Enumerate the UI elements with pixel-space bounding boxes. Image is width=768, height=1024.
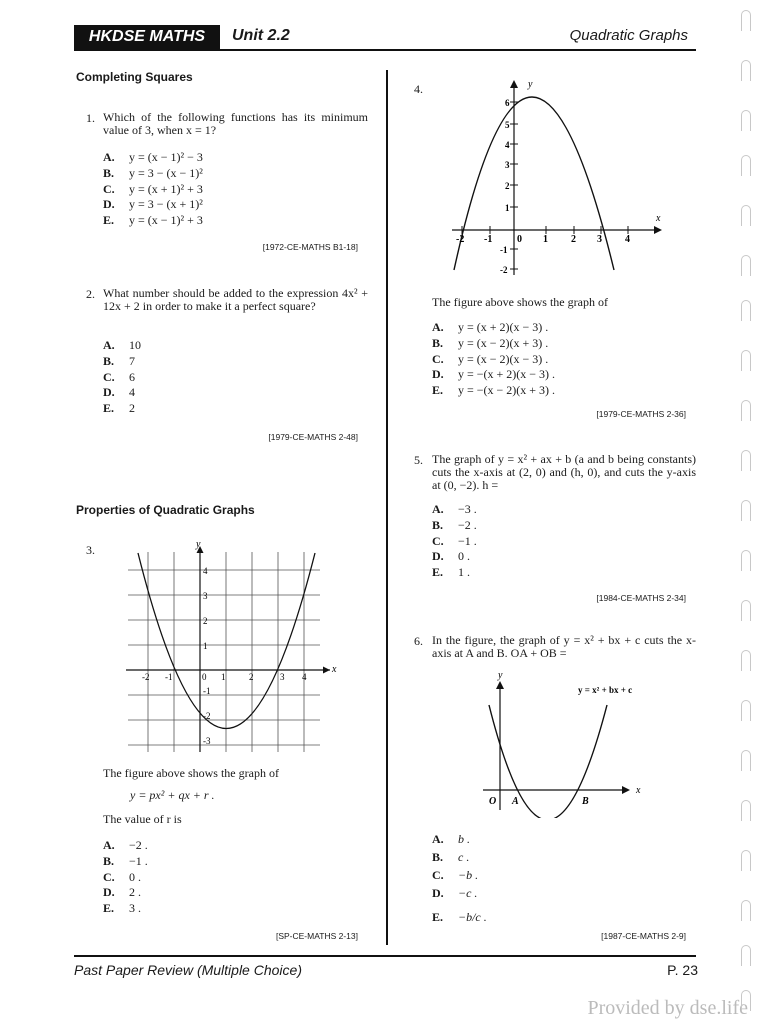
q5-options — [432, 502, 477, 581]
q6-number: 6. — [414, 634, 423, 648]
q6-x-arrow-icon — [622, 786, 630, 794]
q4-parabola — [454, 97, 614, 270]
q3-xtick: 1 — [221, 672, 226, 682]
q6-option-d: D. −c . — [432, 886, 478, 900]
binder-ring-icon — [741, 700, 751, 721]
binder-ring-icon — [741, 60, 751, 81]
q4-y-ticks — [500, 98, 510, 275]
q3-x-arrow-icon — [323, 667, 330, 674]
q3-xtick: 2 — [249, 672, 254, 682]
q4-xtick: 3 — [597, 234, 602, 245]
q4-ytick: 4 — [505, 140, 510, 150]
q1-option-b: B. y = 3 − (x − 1)² — [103, 165, 203, 180]
q3-option-d: D. 2 . — [103, 885, 141, 900]
binder-ring-icon — [741, 400, 751, 421]
q3-equation: y = px² + qx + r . — [130, 788, 215, 802]
q5-number: 5. — [414, 453, 423, 467]
q5-option-c: C. −1 . — [432, 533, 477, 548]
q4-ytick: -2 — [500, 265, 508, 275]
q6-options — [432, 830, 487, 926]
binder-ring-icon — [741, 800, 751, 821]
q2-options — [103, 338, 141, 417]
q2-option-c: C. 6 — [103, 369, 135, 384]
q3-xtick: -1 — [165, 672, 173, 682]
q6-option-c: C. −b . — [432, 868, 479, 882]
q6-y-label: y — [498, 670, 503, 681]
binder-ring-icon — [741, 600, 751, 621]
q3-xtick: 4 — [302, 672, 307, 682]
q3-grid — [128, 552, 320, 752]
q4-option-e: E. y = −(x − 2)(x + 3) . — [432, 383, 556, 398]
q3-option-b: B. −1 . — [103, 853, 148, 868]
q3-question: The value of r is — [103, 812, 182, 826]
section-properties: Properties of Quadratic Graphs — [76, 503, 255, 517]
binder-ring-icon — [741, 750, 751, 771]
q4-ytick: 2 — [505, 181, 510, 191]
q3-option-a: A. −2 . — [103, 838, 148, 852]
q5-reference: [1984-CE-MATHS 2-34] — [596, 593, 686, 603]
q6-point-a-label: A — [512, 796, 519, 807]
q3-option-c: C. 0 . — [103, 869, 141, 884]
q3-xtick: -2 — [142, 672, 150, 682]
binder-ring-icon — [741, 255, 751, 276]
q3-xtick: 3 — [280, 672, 285, 682]
q4-options — [432, 320, 555, 399]
q4-ytick: 5 — [505, 120, 510, 130]
header-rule — [74, 49, 696, 51]
q4-option-b: B. y = (x − 2)(x + 3) . — [432, 335, 549, 350]
q3-ytick: 4 — [203, 566, 208, 576]
page-number: P. 23 — [667, 962, 698, 978]
header-badge: HKDSE MATHS — [74, 25, 220, 49]
q3-parabola — [138, 553, 315, 729]
q4-xtick: 1 — [543, 234, 548, 245]
q4-xtick: -1 — [484, 234, 493, 245]
q6-option-e: E. −b/c . — [432, 910, 487, 924]
q3-x-ticks — [142, 672, 307, 682]
q6-y-arrow-icon — [496, 681, 504, 689]
q1-number: 1. — [86, 111, 95, 125]
q2-number: 2. — [86, 287, 95, 301]
q4-y-label: y — [528, 79, 533, 90]
unit-label: Unit 2.2 — [232, 27, 290, 44]
q3-reference: [SP-CE-MATHS 2-13] — [275, 931, 358, 941]
q6-curve-label: y = x² + bx + c — [578, 685, 633, 695]
q6-text: In the figure, the graph of y = x² + bx + c cuts the x-axis at A and B. OA + OB = — [432, 633, 696, 660]
q3-option-e: E. 3 . — [103, 901, 141, 916]
q5-option-a: A. −3 . — [432, 502, 477, 516]
q2-option-a: A. 10 — [103, 338, 141, 352]
q4-xtick: 4 — [625, 234, 630, 245]
binder-ring-icon — [741, 155, 751, 176]
footer-title: Past Paper Review (Multiple Choice) — [74, 962, 302, 978]
q2-reference: [1979-CE-MATHS 2-48] — [268, 432, 358, 442]
q4-reference: [1979-CE-MATHS 2-36] — [596, 409, 686, 419]
q3-ytick: 1 — [203, 641, 208, 651]
q3-y-label: y — [196, 539, 201, 550]
q1-option-d: D. y = 3 − (x + 1)² — [103, 197, 203, 212]
q4-ytick: -1 — [500, 245, 508, 255]
q4-graph — [448, 76, 670, 276]
q4-number: 4. — [414, 82, 423, 96]
column-divider — [386, 70, 388, 945]
q4-ytick: 1 — [505, 203, 510, 213]
q3-x-label: x — [332, 664, 337, 675]
q3-ytick: -1 — [203, 686, 211, 696]
q4-x-ticks — [456, 234, 630, 245]
q4-xtick: -2 — [456, 234, 465, 245]
q1-text: Which of the following functions has its minimum value of 3, when x = 1? — [103, 110, 368, 137]
q6-option-a: A. b . — [432, 832, 470, 846]
binder-ring-icon — [741, 450, 751, 471]
binder-ring-icon — [741, 650, 751, 671]
q3-number: 3. — [86, 543, 95, 557]
q4-option-c: C. y = (x − 2)(x − 3) . — [432, 351, 549, 366]
q3-xtick: 0 — [202, 672, 207, 682]
q6-option-b: B. c . — [432, 850, 470, 864]
q6-reference: [1987-CE-MATHS 2-9] — [601, 931, 686, 941]
binder-ring-icon — [741, 990, 751, 1011]
binder-ring-icon — [741, 550, 751, 571]
q4-x-arrow-icon — [654, 226, 662, 234]
binder-ring-icon — [741, 205, 751, 226]
q4-xtick: 2 — [571, 234, 576, 245]
q5-option-e: E. 1 . — [432, 565, 470, 580]
q4-x-label: x — [656, 213, 661, 224]
q6-x-label: x — [636, 785, 641, 796]
q6-parabola — [489, 705, 607, 818]
q2-option-b: B. 7 — [103, 353, 135, 368]
q1-option-c: C. y = (x + 1)² + 3 — [103, 181, 203, 196]
q6-graph — [478, 668, 660, 818]
binder-ring-icon — [741, 10, 751, 31]
q3-ytick: -3 — [203, 736, 211, 746]
binder-ring-icon — [741, 900, 751, 921]
section-completing-squares: Completing Squares — [76, 70, 193, 84]
q3-ytick: 2 — [203, 616, 208, 626]
footer-rule — [74, 955, 696, 957]
binder-ring-icon — [741, 945, 751, 966]
q5-option-d: D. 0 . — [432, 549, 470, 564]
q4-xtick: 0 — [517, 234, 522, 245]
q1-option-a: A. y = (x − 1)² − 3 — [103, 150, 203, 164]
binder-ring-icon — [741, 500, 751, 521]
q3-caption: The figure above shows the graph of — [103, 766, 279, 780]
q4-option-d: D. y = −(x + 2)(x − 3) . — [432, 367, 556, 382]
q6-origin-label: O — [489, 796, 497, 807]
q2-option-d: D. 4 — [103, 385, 135, 400]
q3-y-ticks — [203, 566, 211, 746]
q4-option-a: A. y = (x + 2)(x − 3) . — [432, 320, 549, 334]
q4-ytick: 6 — [505, 98, 510, 108]
provided-by-watermark: Provided by dse.life — [587, 997, 748, 1019]
q6-point-b-label: B — [582, 796, 589, 807]
q2-text: What number should be added to the expression 4x² + 12x + 2 in order to make it a perfect square? — [103, 286, 368, 313]
q3-options — [103, 838, 148, 917]
q1-options — [103, 150, 203, 229]
q3-graph — [120, 538, 340, 760]
topic-title: Quadratic Graphs — [569, 27, 688, 44]
q5-text: The graph of y = x² + ax + b (a and b being constants) cuts the x-axis at (2, 0) and (h, 0), and cuts the y-axis at (0, −2). h = — [432, 452, 696, 492]
q3-ytick: 3 — [203, 591, 208, 601]
q4-caption: The figure above shows the graph of — [432, 295, 608, 309]
q1-reference: [1972-CE-MATHS B1-18] — [262, 242, 358, 252]
q1-option-e: E. y = (x − 1)² + 3 — [103, 213, 203, 228]
q4-ytick: 3 — [505, 160, 510, 170]
binder-ring-icon — [741, 110, 751, 131]
q2-option-e: E. 2 — [103, 401, 135, 416]
binder-ring-icon — [741, 350, 751, 371]
q4-y-arrow-icon — [510, 80, 518, 88]
q3-ytick: -2 — [203, 711, 211, 721]
binder-ring-icon — [741, 300, 751, 321]
binder-ring-icon — [741, 850, 751, 871]
q5-option-b: B. −2 . — [432, 517, 477, 532]
